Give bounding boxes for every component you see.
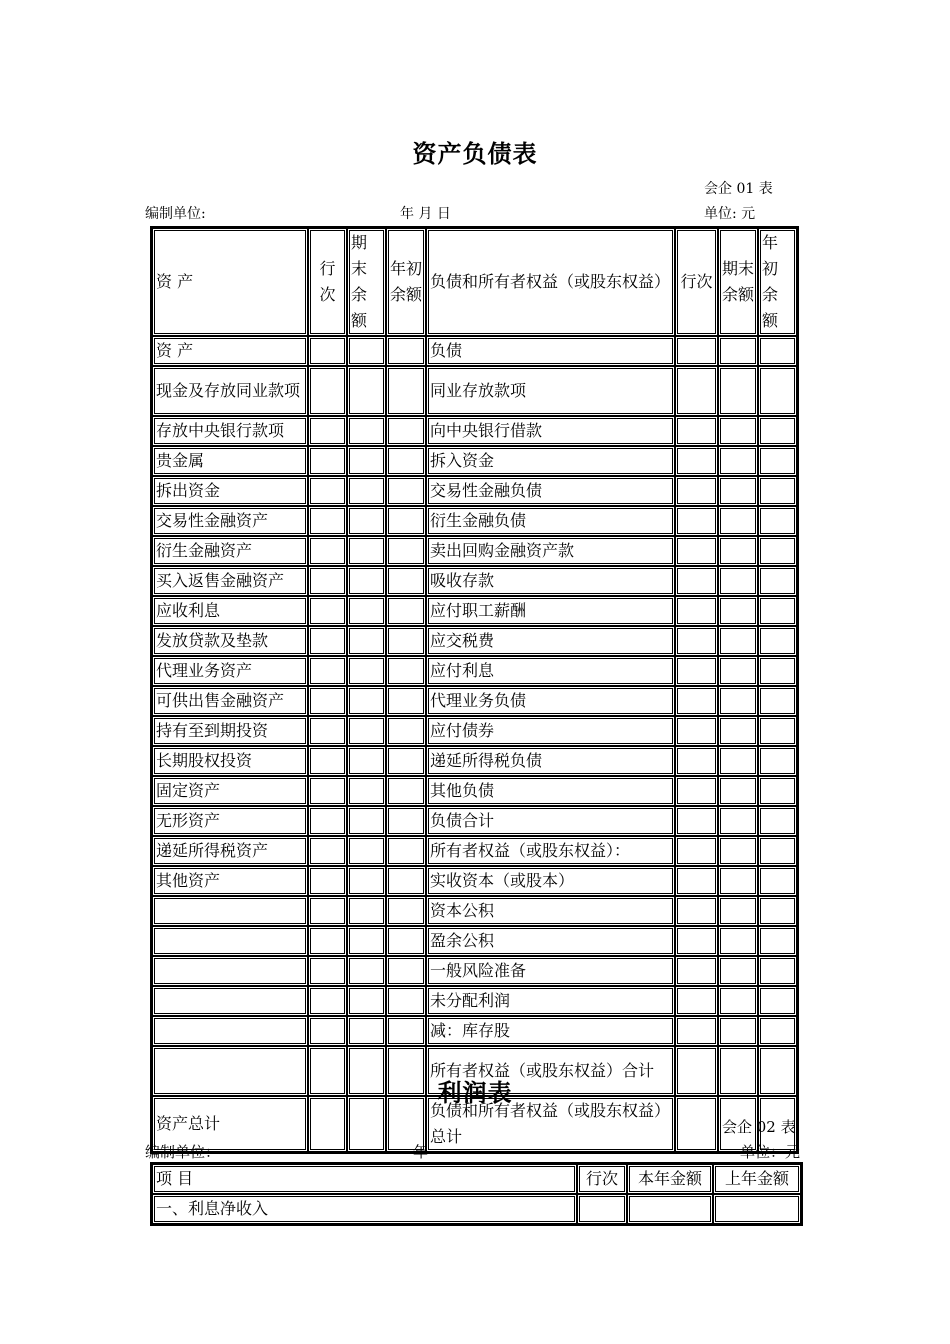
end-balance-cell bbox=[718, 866, 758, 896]
liability-cell: 一般风险准备 bbox=[426, 956, 675, 986]
row-no-cell bbox=[675, 866, 718, 896]
asset-cell: 资产总计 bbox=[152, 1096, 308, 1152]
begin-balance-cell bbox=[386, 956, 426, 986]
liability-cell: 所有者权益（或股东权益）合计 bbox=[426, 1046, 675, 1096]
end-balance-cell bbox=[347, 686, 386, 716]
end-balance-cell bbox=[718, 596, 758, 626]
end-balance-cell bbox=[347, 506, 386, 536]
end-balance-cell bbox=[718, 446, 758, 476]
header-row-no: 行次 bbox=[577, 1164, 627, 1194]
row-no-cell bbox=[308, 536, 347, 566]
row-no-cell bbox=[675, 986, 718, 1016]
liability-cell: 拆入资金 bbox=[426, 446, 675, 476]
balance-form-code: 会企 01 表 bbox=[704, 181, 773, 197]
end-balance-cell bbox=[347, 986, 386, 1016]
asset-cell bbox=[152, 926, 308, 956]
begin-balance-cell bbox=[386, 716, 426, 746]
row-no-cell bbox=[675, 416, 718, 446]
row-no-cell bbox=[308, 336, 347, 366]
row-no-cell bbox=[308, 896, 347, 926]
asset-cell bbox=[152, 986, 308, 1016]
table-row bbox=[152, 836, 797, 866]
begin-balance-cell bbox=[386, 896, 426, 926]
balance-sheet-title: 资产负债表 bbox=[412, 139, 538, 168]
balance-currency-label: 单位: 元 bbox=[704, 206, 756, 222]
end-balance-cell bbox=[347, 656, 386, 686]
row-no-cell bbox=[675, 806, 718, 836]
header-last-year: 上年金额 bbox=[713, 1164, 801, 1194]
table-row bbox=[152, 986, 797, 1016]
asset-cell: 其他资产 bbox=[152, 866, 308, 896]
begin-balance-cell bbox=[386, 416, 426, 446]
row-no-cell bbox=[308, 506, 347, 536]
end-balance-cell bbox=[718, 986, 758, 1016]
asset-cell: 贵金属 bbox=[152, 446, 308, 476]
end-balance-cell bbox=[347, 806, 386, 836]
begin-balance-cell bbox=[386, 506, 426, 536]
end-balance-cell bbox=[347, 626, 386, 656]
liability-cell: 负债和所有者权益（或股东权益）总计 bbox=[426, 1096, 675, 1152]
table-row bbox=[152, 596, 797, 626]
liability-cell: 减：库存股 bbox=[426, 1016, 675, 1046]
asset-cell bbox=[152, 1016, 308, 1046]
end-balance-cell bbox=[718, 836, 758, 866]
begin-balance-cell bbox=[386, 866, 426, 896]
end-balance-cell bbox=[347, 896, 386, 926]
row-no-cell bbox=[308, 836, 347, 866]
income-currency-label: 单位：元 bbox=[740, 1143, 801, 1161]
asset-cell: 递延所得税资产 bbox=[152, 836, 308, 866]
asset-cell: 代理业务资产 bbox=[152, 656, 308, 686]
begin-balance-cell bbox=[758, 866, 797, 896]
begin-balance-cell bbox=[386, 566, 426, 596]
table-row bbox=[152, 926, 797, 956]
end-balance-cell bbox=[347, 536, 386, 566]
liability-cell: 实收资本（或股本） bbox=[426, 866, 675, 896]
header-asset: 资 产 bbox=[152, 228, 308, 336]
liability-cell: 衍生金融负债 bbox=[426, 506, 675, 536]
balance-unit-label: 编制单位: bbox=[145, 206, 206, 222]
begin-balance-cell bbox=[758, 986, 797, 1016]
row-no-cell bbox=[308, 806, 347, 836]
liability-cell: 应交税费 bbox=[426, 626, 675, 656]
row-no-cell bbox=[675, 626, 718, 656]
row-no-cell bbox=[308, 776, 347, 806]
asset-cell: 无形资产 bbox=[152, 806, 308, 836]
asset-cell: 现金及存放同业款项 bbox=[152, 366, 308, 416]
end-balance-cell bbox=[347, 836, 386, 866]
row-no-cell bbox=[308, 446, 347, 476]
end-balance-cell bbox=[718, 506, 758, 536]
header-end-balance-2: 期末余额 bbox=[718, 228, 758, 336]
asset-cell bbox=[152, 896, 308, 926]
header-this-year: 本年金额 bbox=[627, 1164, 713, 1194]
asset-cell: 交易性金融资产 bbox=[152, 506, 308, 536]
asset-cell: 存放中央银行款项 bbox=[152, 416, 308, 446]
begin-balance-cell bbox=[758, 746, 797, 776]
balance-header-row bbox=[152, 228, 797, 336]
table-row bbox=[152, 536, 797, 566]
balance-date-label: 年 月 日 bbox=[400, 206, 451, 222]
liability-cell: 所有者权益（或股东权益）： bbox=[426, 836, 675, 866]
end-balance-cell bbox=[347, 926, 386, 956]
row-no-cell bbox=[675, 656, 718, 686]
end-balance-cell bbox=[347, 956, 386, 986]
row-no-cell bbox=[675, 506, 718, 536]
row-no-cell bbox=[308, 366, 347, 416]
row-no-cell bbox=[308, 656, 347, 686]
begin-balance-cell bbox=[386, 986, 426, 1016]
end-balance-cell bbox=[347, 446, 386, 476]
row-no-cell bbox=[308, 986, 347, 1016]
table-row bbox=[152, 656, 797, 686]
asset-cell: 可供出售金融资产 bbox=[152, 686, 308, 716]
end-balance-cell bbox=[347, 476, 386, 506]
liability-cell: 应付利息 bbox=[426, 656, 675, 686]
row-no-cell bbox=[675, 536, 718, 566]
begin-balance-cell bbox=[758, 566, 797, 596]
row-no-cell bbox=[308, 746, 347, 776]
row-no-cell bbox=[675, 446, 718, 476]
end-balance-cell bbox=[718, 366, 758, 416]
end-balance-cell bbox=[347, 776, 386, 806]
last-year-cell bbox=[713, 1194, 801, 1224]
row-no-cell bbox=[675, 686, 718, 716]
asset-cell: 应收利息 bbox=[152, 596, 308, 626]
liability-cell: 递延所得税负债 bbox=[426, 746, 675, 776]
end-balance-cell bbox=[347, 596, 386, 626]
liability-cell: 同业存放款项 bbox=[426, 366, 675, 416]
liability-cell: 其他负债 bbox=[426, 776, 675, 806]
row-no-cell bbox=[675, 596, 718, 626]
table-row bbox=[152, 866, 797, 896]
table-row bbox=[152, 1016, 797, 1046]
liability-cell: 资本公积 bbox=[426, 896, 675, 926]
row-no-cell bbox=[675, 566, 718, 596]
begin-balance-cell bbox=[758, 926, 797, 956]
begin-balance-cell bbox=[758, 1016, 797, 1046]
begin-balance-cell bbox=[386, 336, 426, 366]
end-balance-cell bbox=[718, 956, 758, 986]
end-balance-cell bbox=[347, 366, 386, 416]
income-date-label: 年 bbox=[413, 1143, 429, 1161]
end-balance-cell bbox=[347, 336, 386, 366]
end-balance-cell bbox=[718, 656, 758, 686]
row-no-cell bbox=[308, 686, 347, 716]
header-end-balance: 期末余额 bbox=[347, 228, 386, 336]
table-row bbox=[152, 566, 797, 596]
liability-cell: 代理业务负债 bbox=[426, 686, 675, 716]
row-no-cell bbox=[675, 476, 718, 506]
table-row bbox=[152, 776, 797, 806]
row-no-cell bbox=[675, 836, 718, 866]
begin-balance-cell bbox=[386, 926, 426, 956]
end-balance-cell bbox=[347, 746, 386, 776]
income-unit-label: 编制单位： bbox=[145, 1143, 221, 1161]
end-balance-cell bbox=[718, 686, 758, 716]
row-no-cell bbox=[308, 626, 347, 656]
row-no-cell bbox=[308, 926, 347, 956]
end-balance-cell bbox=[347, 566, 386, 596]
row-no-cell bbox=[308, 716, 347, 746]
table-row bbox=[152, 416, 797, 446]
end-balance-cell bbox=[718, 896, 758, 926]
liability-cell: 盈余公积 bbox=[426, 926, 675, 956]
begin-balance-cell bbox=[758, 956, 797, 986]
begin-balance-cell bbox=[386, 366, 426, 416]
table-row bbox=[152, 336, 797, 366]
header-liability: 负债和所有者权益（或股东权益） bbox=[426, 228, 675, 336]
end-balance-cell bbox=[718, 776, 758, 806]
end-balance-cell bbox=[718, 1016, 758, 1046]
table-row bbox=[152, 446, 797, 476]
asset-cell: 资 产 bbox=[152, 336, 308, 366]
row-no-cell bbox=[308, 566, 347, 596]
begin-balance-cell bbox=[758, 536, 797, 566]
row-no-cell bbox=[675, 896, 718, 926]
row-no-cell bbox=[675, 746, 718, 776]
header-row-no: 行次 bbox=[308, 228, 347, 336]
asset-cell: 买入返售金融资产 bbox=[152, 566, 308, 596]
begin-balance-cell bbox=[386, 836, 426, 866]
begin-balance-cell bbox=[758, 506, 797, 536]
row-no-cell bbox=[308, 416, 347, 446]
liability-cell: 未分配利润 bbox=[426, 986, 675, 1016]
asset-cell: 持有至到期投资 bbox=[152, 716, 308, 746]
asset-cell: 长期股权投资 bbox=[152, 746, 308, 776]
begin-balance-cell bbox=[758, 806, 797, 836]
income-statement-title: 利润表 bbox=[437, 1078, 513, 1107]
row-no-cell bbox=[675, 336, 718, 366]
header-begin-balance-2: 年初余额 bbox=[758, 228, 797, 336]
begin-balance-cell bbox=[758, 446, 797, 476]
table-row bbox=[152, 716, 797, 746]
begin-balance-cell bbox=[758, 716, 797, 746]
row-no-cell bbox=[308, 866, 347, 896]
asset-cell: 固定资产 bbox=[152, 776, 308, 806]
begin-balance-cell bbox=[386, 626, 426, 656]
begin-balance-cell bbox=[386, 536, 426, 566]
begin-balance-cell bbox=[758, 476, 797, 506]
begin-balance-cell bbox=[386, 476, 426, 506]
liability-cell: 应付职工薪酬 bbox=[426, 596, 675, 626]
table-row bbox=[152, 366, 797, 416]
end-balance-cell bbox=[718, 476, 758, 506]
liability-cell: 卖出回购金融资产款 bbox=[426, 536, 675, 566]
end-balance-cell bbox=[347, 1016, 386, 1046]
end-balance-cell bbox=[347, 416, 386, 446]
table-row bbox=[152, 806, 797, 836]
row-no-cell bbox=[308, 596, 347, 626]
end-balance-cell bbox=[718, 626, 758, 656]
begin-balance-cell bbox=[386, 446, 426, 476]
item-cell: 一、利息净收入 bbox=[152, 1194, 577, 1224]
begin-balance-cell bbox=[386, 746, 426, 776]
liability-cell: 交易性金融负债 bbox=[426, 476, 675, 506]
end-balance-cell bbox=[718, 416, 758, 446]
end-balance-cell bbox=[347, 866, 386, 896]
end-balance-cell bbox=[718, 566, 758, 596]
table-row bbox=[152, 956, 797, 986]
end-balance-cell bbox=[718, 926, 758, 956]
row-no-cell bbox=[675, 926, 718, 956]
table-row bbox=[152, 626, 797, 656]
this-year-cell bbox=[627, 1194, 713, 1224]
table-row bbox=[152, 896, 797, 926]
income-statement-table bbox=[150, 1162, 803, 1226]
begin-balance-cell bbox=[758, 896, 797, 926]
table-row bbox=[152, 1194, 801, 1224]
liability-cell: 吸收存款 bbox=[426, 566, 675, 596]
table-row bbox=[152, 686, 797, 716]
row-no-cell bbox=[308, 956, 347, 986]
row-no-cell bbox=[675, 366, 718, 416]
liability-cell: 负债合计 bbox=[426, 806, 675, 836]
balance-sheet-table bbox=[150, 226, 799, 1154]
table-row bbox=[152, 746, 797, 776]
end-balance-cell bbox=[347, 716, 386, 746]
income-header-row bbox=[152, 1164, 801, 1194]
row-no-cell bbox=[675, 956, 718, 986]
begin-balance-cell bbox=[386, 1016, 426, 1046]
begin-balance-cell bbox=[386, 686, 426, 716]
row-no-cell bbox=[577, 1194, 627, 1224]
liability-cell: 向中央银行借款 bbox=[426, 416, 675, 446]
header-item: 项 目 bbox=[152, 1164, 577, 1194]
end-balance-cell bbox=[718, 806, 758, 836]
begin-balance-cell bbox=[758, 596, 797, 626]
row-no-cell bbox=[675, 1016, 718, 1046]
table-row bbox=[152, 476, 797, 506]
end-balance-cell bbox=[718, 536, 758, 566]
row-no-cell bbox=[675, 716, 718, 746]
liability-cell: 应付债券 bbox=[426, 716, 675, 746]
income-form-code: 会企 02 表 bbox=[722, 1118, 796, 1136]
begin-balance-cell bbox=[386, 806, 426, 836]
end-balance-cell bbox=[718, 336, 758, 366]
row-no-cell bbox=[675, 776, 718, 806]
end-balance-cell bbox=[718, 716, 758, 746]
begin-balance-cell bbox=[758, 836, 797, 866]
table-row bbox=[152, 506, 797, 536]
row-no-cell bbox=[308, 476, 347, 506]
asset-cell: 衍生金融资产 bbox=[152, 536, 308, 566]
begin-balance-cell bbox=[758, 626, 797, 656]
asset-cell bbox=[152, 956, 308, 986]
begin-balance-cell bbox=[386, 596, 426, 626]
header-begin-balance: 年初余额 bbox=[386, 228, 426, 336]
liability-cell: 负债 bbox=[426, 336, 675, 366]
end-balance-cell bbox=[718, 746, 758, 776]
asset-cell: 拆出资金 bbox=[152, 476, 308, 506]
begin-balance-cell bbox=[758, 366, 797, 416]
asset-cell: 发放贷款及垫款 bbox=[152, 626, 308, 656]
begin-balance-cell bbox=[386, 656, 426, 686]
begin-balance-cell bbox=[758, 656, 797, 686]
begin-balance-cell bbox=[758, 336, 797, 366]
row-no-cell bbox=[308, 1016, 347, 1046]
begin-balance-cell bbox=[386, 776, 426, 806]
begin-balance-cell bbox=[758, 686, 797, 716]
header-row-no-2: 行次 bbox=[675, 228, 718, 336]
begin-balance-cell bbox=[758, 776, 797, 806]
begin-balance-cell bbox=[758, 416, 797, 446]
